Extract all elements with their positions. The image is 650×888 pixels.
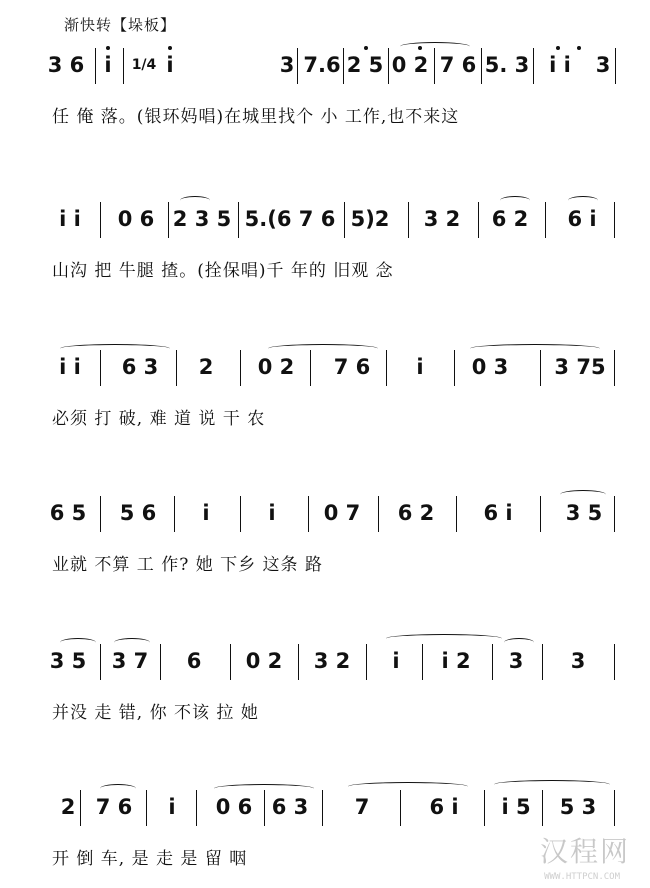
barline (196, 790, 197, 826)
note-group: 2 (198, 355, 214, 379)
note-group: i (168, 795, 176, 819)
barline (434, 48, 435, 84)
barline (614, 202, 615, 238)
note-group: i 2 (441, 649, 471, 673)
barline (614, 644, 615, 680)
slur (180, 196, 210, 205)
note-group: 3 (570, 649, 586, 673)
octave-dot (556, 46, 560, 50)
note-group: 2 (60, 795, 76, 819)
note-group: 6 2 (397, 501, 435, 525)
note-group: 2 3 5 (172, 207, 232, 231)
note-group: 6 3 (121, 355, 159, 379)
note-group: 3 5 (49, 649, 87, 673)
slur (568, 196, 598, 205)
barline (100, 350, 101, 386)
barline (100, 644, 101, 680)
barline (366, 644, 367, 680)
barline (298, 644, 299, 680)
note-group: i 5 (501, 795, 531, 819)
note-group: 7 6 (439, 53, 477, 77)
note-group: 5)2 (350, 207, 390, 231)
note-group: 0 6 (215, 795, 253, 819)
barline (540, 350, 541, 386)
barline (176, 350, 177, 386)
slur (348, 782, 468, 791)
barline (240, 350, 241, 386)
note-group: i (268, 501, 276, 525)
barline (168, 202, 169, 238)
barline (614, 496, 615, 532)
note-group: 3 7 (111, 649, 149, 673)
watermark-url: WWW.HTTPCN.COM (544, 872, 620, 882)
barline (614, 790, 615, 826)
slur (560, 490, 606, 499)
barline (484, 790, 485, 826)
score-row-2 (0, 206, 650, 318)
note-group: 6 i (429, 795, 459, 819)
octave-dot (106, 46, 110, 50)
lyric-line: 并没 走 错, 你 不该 拉 她 (52, 703, 259, 723)
lyric-line: 开 倒 车, 是 走 是 留 咽 (52, 849, 248, 869)
note-group: 6 5 (49, 501, 87, 525)
note-group: 3 (279, 53, 295, 77)
barline (123, 48, 124, 84)
slur (494, 780, 610, 789)
octave-dot (418, 46, 422, 50)
tempo-marking: 渐快转【垛板】 (64, 16, 177, 34)
note-group: 3 (508, 649, 524, 673)
note-group: 3 (595, 53, 611, 77)
slur (470, 344, 600, 353)
barline (454, 350, 455, 386)
barline (146, 790, 147, 826)
slur (60, 638, 96, 647)
barline (400, 790, 401, 826)
slur (214, 784, 314, 793)
note-group: i (416, 355, 424, 379)
barline (310, 350, 311, 386)
barline (344, 202, 345, 238)
note-group: 6 2 (491, 207, 529, 231)
barline (238, 202, 239, 238)
note-group: 5. 3 (484, 53, 530, 77)
note-group: 3 75 (554, 355, 606, 379)
note-group: 3 2 (313, 649, 351, 673)
note-group: 3 2 (423, 207, 461, 231)
note-group: i (166, 53, 174, 77)
note-group: 0 2 (391, 53, 429, 77)
barline (481, 48, 482, 84)
barline (615, 48, 616, 84)
barline (542, 644, 543, 680)
note-group: 6 3 (271, 795, 309, 819)
octave-dot (577, 46, 581, 50)
lyric-line: 山沟 把 牛腿 揸。(拴保唱)千 年的 旧观 念 (52, 261, 394, 281)
note-group: 0 6 (117, 207, 155, 231)
note-group: 5.(6 7 6 (244, 207, 336, 231)
note-group: i (392, 649, 400, 673)
barline (230, 644, 231, 680)
barline (174, 496, 175, 532)
slur (100, 784, 136, 793)
barline (533, 48, 534, 84)
barline (100, 202, 101, 238)
note-group: 7 6 (95, 795, 133, 819)
note-group: 0 3 (471, 355, 509, 379)
octave-dot (364, 46, 368, 50)
lyric-line: 业就 不算 工 作? 她 下乡 这条 路 (52, 555, 323, 575)
barline (100, 496, 101, 532)
time-signature: 1/4 (131, 57, 157, 73)
barline (160, 644, 161, 680)
note-group: 7 (354, 795, 370, 819)
note-group: 3 5 (565, 501, 603, 525)
barline (95, 48, 96, 84)
note-group: i i (59, 207, 81, 231)
barline (388, 48, 389, 84)
barline (322, 790, 323, 826)
note-group: i (104, 53, 112, 77)
note-group: i i (59, 355, 81, 379)
note-group: 6 i (567, 207, 597, 231)
barline (80, 790, 81, 826)
octave-dot (168, 46, 172, 50)
lyric-line: 任 俺 落。(银环妈唱)在城里找个 小 工作,也不来这 (52, 107, 460, 127)
note-group: 5 3 (559, 795, 597, 819)
barline (343, 48, 344, 84)
note-group: 3 6 (47, 53, 85, 77)
barline (456, 496, 457, 532)
slur (60, 344, 170, 353)
barline (308, 496, 309, 532)
note-group: 0 2 (257, 355, 295, 379)
note-group: 6 i (483, 501, 513, 525)
score-row-3 (0, 354, 650, 466)
barline (240, 496, 241, 532)
watermark: 汉程网 (539, 835, 630, 868)
note-group: 2 5 (346, 53, 384, 77)
barline (408, 202, 409, 238)
note-group: 5 6 (119, 501, 157, 525)
note-group: 7 6 (333, 355, 371, 379)
slur (268, 344, 378, 353)
slur (400, 42, 470, 51)
score-row-5 (0, 648, 650, 760)
lyric-line: 必须 打 破, 难 道 说 干 农 (52, 409, 266, 429)
note-group: i i (549, 53, 571, 77)
barline (422, 644, 423, 680)
barline (614, 350, 615, 386)
slur (504, 638, 534, 647)
barline (386, 350, 387, 386)
note-group: 0 2 (245, 649, 283, 673)
barline (545, 202, 546, 238)
score-row-1 (0, 52, 650, 164)
note-group: 0 7 (323, 501, 361, 525)
note-group: 6 (186, 649, 202, 673)
note-group: 7.6 (303, 53, 341, 77)
barline (478, 202, 479, 238)
score-row-4 (0, 500, 650, 612)
barline (540, 496, 541, 532)
barline (264, 790, 265, 826)
barline (492, 644, 493, 680)
slur (114, 638, 150, 647)
note-group: i (202, 501, 210, 525)
barline (542, 790, 543, 826)
barline (378, 496, 379, 532)
slur (386, 634, 502, 643)
slur (500, 196, 530, 205)
barline (297, 48, 298, 84)
